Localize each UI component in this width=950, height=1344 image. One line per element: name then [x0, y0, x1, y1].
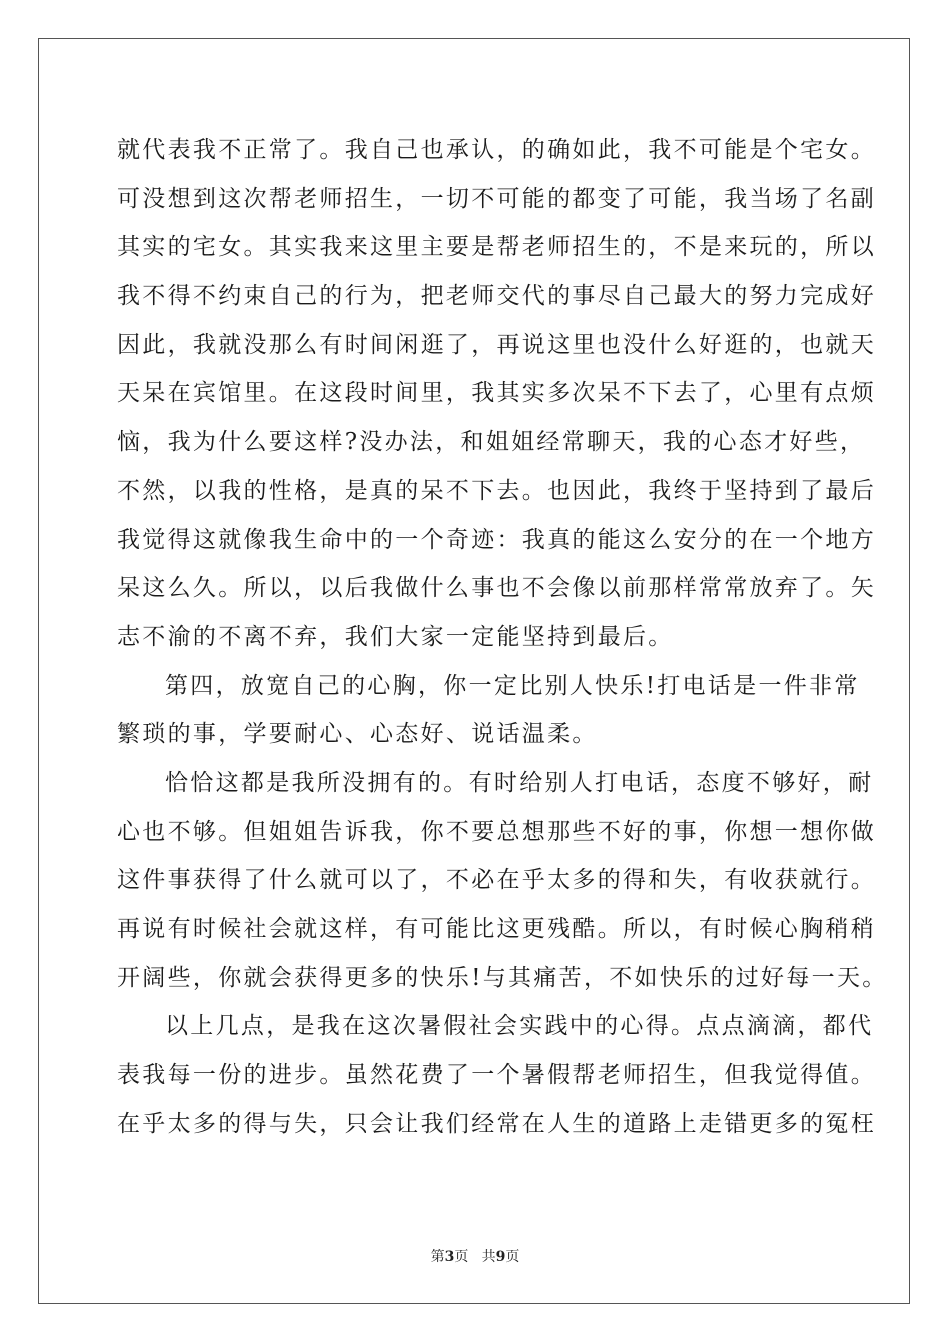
text-line: 志不渝的不离不弃，我们大家一定能坚持到最后。 — [117, 623, 674, 650]
text-line: 就代表我不正常了。我自己也承认，的确如此，我不可能是个宅女。 — [117, 137, 876, 163]
total-prefix: 共 — [481, 1249, 496, 1265]
page-prefix: 第 — [430, 1249, 445, 1265]
text-line: 恼，我为什么要这样?没办法，和姐姐经常聊天，我的心态才好些， — [117, 429, 866, 456]
page-suffix: 页 — [454, 1249, 469, 1265]
text-line: 呆这么久。所以，以后我做什么事也不会像以前那样常常放弃了。矢 — [117, 575, 876, 602]
text-line: 可没想到这次帮老师招生，一切不可能的都变了可能，我当场了名副 — [117, 185, 876, 212]
text-line: 我觉得这就像我生命中的一个奇迹：我真的能这么安分的在一个地方 — [117, 526, 876, 553]
text-line: 恰恰这都是我所没拥有的。有时给别人打电话，态度不够好，耐 — [165, 769, 874, 796]
text-line: 以上几点，是我在这次暑假社会实践中的心得。点点滴滴，都代 — [165, 1013, 874, 1040]
text-line: 第四，放宽自己的心胸，你一定比别人快乐!打电话是一件非常 — [165, 672, 860, 699]
text-line: 这件事获得了什么就可以了，不必在乎太多的得和失，有收获就行。 — [117, 867, 876, 894]
text-line: 我不得不约束自己的行为，把老师交代的事尽自己最大的努力完成好 — [117, 283, 876, 310]
text-line: 天呆在宾馆里。在这段时间里，我其实多次呆不下去了，心里有点烦 — [117, 380, 876, 407]
text-line: 在乎太多的得与失，只会让我们经常在人生的道路上走错更多的冤枉 — [117, 1110, 876, 1137]
text-line: 因此，我就没那么有时间闲逛了，再说这里也没什么好逛的，也就天 — [117, 331, 876, 358]
text-line: 心也不够。但姐姐告诉我，你不要总想那些不好的事，你想一想你做 — [117, 818, 876, 845]
total-page-number: 9 — [495, 1249, 506, 1265]
document-body — [117, 126, 888, 1148]
page-footer — [0, 1246, 950, 1266]
text-line: 不然，以我的性格，是真的呆不下去。也因此，我终于坚持到了最后 — [117, 477, 876, 504]
text-line: 表我每一份的进步。虽然花费了一个暑假帮老师招生，但我觉得值。 — [117, 1062, 876, 1089]
text-line: 开阔些，你就会获得更多的快乐!与其痛苦，不如快乐的过好每一天。 — [117, 964, 888, 991]
text-line: 繁琐的事，学要耐心、心态好、说话温柔。 — [117, 721, 598, 748]
total-suffix: 页 — [505, 1249, 520, 1265]
current-page-number: 3 — [444, 1249, 455, 1265]
text-line: 再说有时候社会就这样，有可能比这更残酷。所以，有时候心胸稍稍 — [117, 916, 876, 942]
text-line: 其实的宅女。其实我来这里主要是帮老师招生的，不是来玩的，所以 — [117, 234, 876, 261]
